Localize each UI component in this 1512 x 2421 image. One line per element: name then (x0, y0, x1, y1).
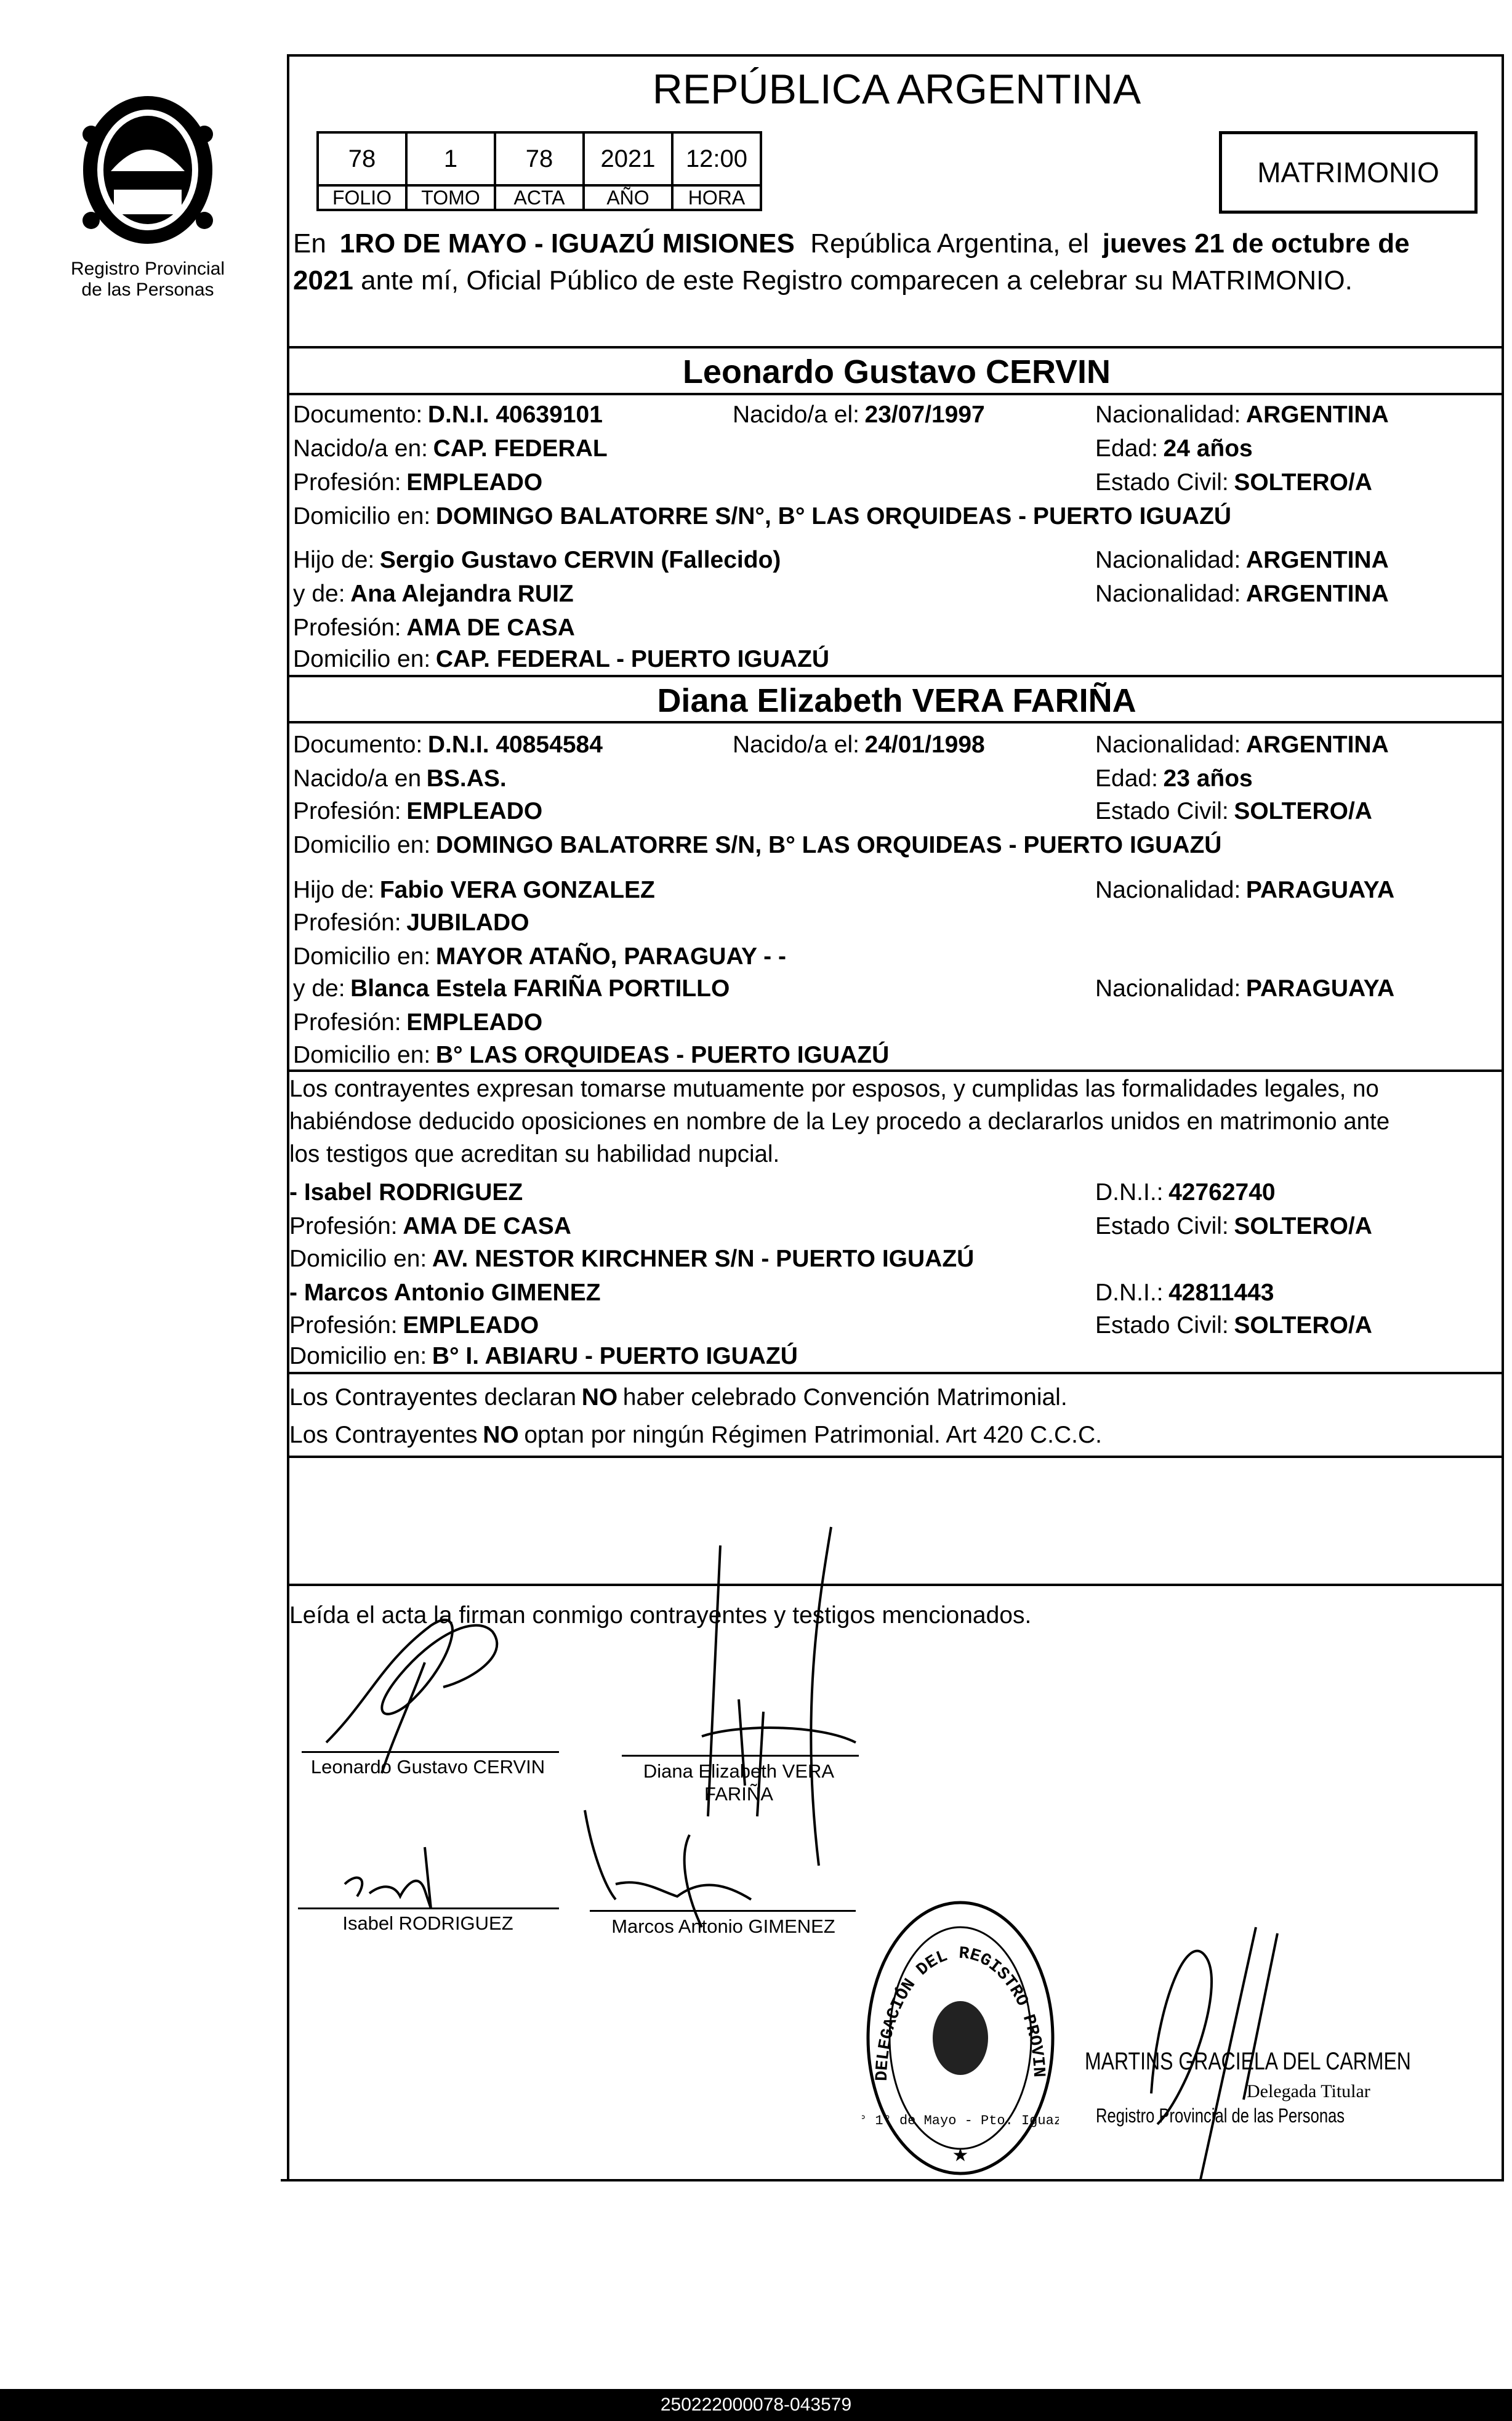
label: Nacionalidad: (1095, 581, 1241, 607)
value: SOLTERO/A (1234, 1213, 1372, 1239)
value: AMA DE CASA (406, 614, 575, 641)
label: Profesión: (293, 614, 401, 641)
label: Estado Civil: (1095, 798, 1229, 824)
footer-bar (0, 2389, 1512, 2421)
value: Sergio Gustavo CERVIN (Fallecido) (379, 547, 781, 573)
label: Domicilio en: (293, 832, 431, 858)
label-line: FARIÑA (704, 1783, 773, 1805)
label: Profesión: (293, 798, 401, 824)
value: - Isabel RODRIGUEZ (289, 1179, 523, 1206)
document-id: 250222000078-043579 (660, 2395, 852, 2415)
intro-prefix: En (293, 228, 326, 259)
value: EMPLEADO (403, 1312, 539, 1339)
intro-place: 1RO DE MAYO - IGUAZÚ MISIONES (339, 228, 795, 259)
value: B° I. ABIARU - PUERTO IGUAZÚ (432, 1343, 798, 1369)
stamp-outer-text: DELEGACIÓN DEL REGISTRO PROVIN (872, 1944, 1048, 2082)
anio-value: 2021 (584, 132, 672, 185)
label-line: Diana Elizabeth VERA (643, 1760, 835, 1782)
value: ARGENTINA (1245, 401, 1389, 428)
label: Nacido/a en: (293, 435, 428, 462)
signatures-intro: Leída el acta la firman conmigo contrayentes y testigos mencionados. (289, 1602, 1032, 1629)
label: Domicilio en: (289, 1246, 427, 1272)
official-role: Delegada Titular (1247, 2081, 1370, 2101)
value: D.N.I. 40854584 (427, 731, 603, 758)
value: 23/07/1997 (864, 401, 985, 428)
value: AV. NESTOR KIRCHNER S/N - PUERTO IGUAZÚ (432, 1246, 975, 1272)
label: Hijo de: (293, 877, 375, 903)
svg-text:★: ★ (952, 2145, 969, 2165)
value: MAYOR ATAÑO, PARAGUAY - - (435, 943, 786, 970)
signature-spouse2 (702, 1527, 856, 1866)
label: Estado Civil: (1095, 1312, 1229, 1339)
signature-spouse1 (326, 1620, 497, 1773)
value: BS.AS. (426, 765, 507, 792)
label: Nacionalidad: (1095, 401, 1241, 428)
label: Profesión: (293, 1009, 401, 1036)
label: Documento: (293, 731, 423, 758)
value: SOLTERO/A (1234, 798, 1372, 824)
value: ARGENTINA (1245, 731, 1389, 758)
label: Nacionalidad: (1095, 877, 1241, 903)
value: EMPLEADO (406, 1009, 543, 1036)
declaration-line: Los contrayentes expresan tomarse mutuamente por esposos, y cumplidas las formalidades legales, no (289, 1076, 1379, 1102)
tomo-value: 1 (406, 132, 495, 185)
value: Fabio VERA GONZALEZ (379, 877, 655, 903)
folio-value: 78 (318, 132, 406, 185)
label: Nacido/a el: (733, 731, 859, 758)
text: optan por ningún Régimen Patrimonial. Art 420 C.C.C. (524, 1422, 1103, 1448)
hora-value: 12:00 (672, 132, 761, 185)
label: Hijo de: (293, 547, 375, 573)
value: Blanca Estela FARIÑA PORTILLO (350, 975, 730, 1002)
intro-year: 2021 (293, 265, 353, 296)
emphasis: NO (483, 1422, 519, 1448)
label: y de: (293, 581, 345, 607)
logo-caption-line2: de las Personas (81, 280, 214, 300)
label: Edad: (1095, 765, 1158, 792)
value: DOMINGO BALATORRE S/N°, B° LAS ORQUIDEAS - PUERTO IGUAZÚ (435, 503, 1232, 530)
label: Nacionalidad: (1095, 975, 1241, 1002)
value: D.N.I. 40639101 (427, 401, 603, 428)
stamp-inner-text: ° 1° de Mayo - Pto. Iguaz (862, 2113, 1059, 2129)
label: Nacido/a en (293, 765, 422, 792)
label: Domicilio en: (293, 646, 431, 672)
signature-label-witness2: Marcos Antonio GIMENEZ (611, 1915, 835, 1937)
label: Profesión: (289, 1213, 398, 1239)
intro-mid: República Argentina, el (810, 228, 1089, 259)
label: Domicilio en: (293, 943, 431, 970)
label: Estado Civil: (1095, 1213, 1229, 1239)
hora-label: HORA (672, 185, 761, 210)
value: JUBILADO (406, 909, 529, 936)
official-org: Registro Provincial de las Personas (1096, 2105, 1345, 2127)
label: Nacido/a el: (733, 401, 859, 428)
official-stamp (862, 1896, 1059, 2180)
label: D.N.I.: (1095, 1279, 1164, 1306)
value: 42762740 (1168, 1179, 1276, 1206)
label: Profesión: (289, 1312, 398, 1339)
label: Profesión: (293, 909, 401, 936)
label: Nacionalidad: (1095, 731, 1241, 758)
value: - Marcos Antonio GIMENEZ (289, 1279, 601, 1306)
intro-rest: ante mí, Oficial Público de este Registro comparecen a celebrar su MATRIMONIO. (361, 265, 1353, 296)
label: y de: (293, 975, 345, 1002)
value: 42811443 (1168, 1279, 1274, 1306)
label: Domicilio en: (293, 1042, 431, 1068)
tomo-label: TOMO (406, 185, 495, 210)
value: 24/01/1998 (864, 731, 985, 758)
text: Los Contrayentes declaran (289, 1384, 577, 1411)
record-type: MATRIMONIO (1257, 156, 1439, 188)
signature-witness1 (345, 1847, 431, 1909)
folio-label: FOLIO (318, 185, 406, 210)
value: SOLTERO/A (1234, 1312, 1372, 1339)
label: Edad: (1095, 435, 1158, 462)
value: ARGENTINA (1245, 581, 1389, 607)
value: SOLTERO/A (1234, 469, 1372, 496)
page-title: REPÚBLICA ARGENTINA (652, 66, 1141, 113)
signature-witness2 (585, 1810, 751, 1927)
value: PARAGUAYA (1245, 975, 1395, 1002)
value: ARGENTINA (1245, 547, 1389, 573)
value: AMA DE CASA (403, 1213, 571, 1239)
value: CAP. FEDERAL - PUERTO IGUAZÚ (435, 646, 830, 672)
value: PARAGUAYA (1245, 877, 1395, 903)
value: B° LAS ORQUIDEAS - PUERTO IGUAZÚ (435, 1042, 890, 1068)
value: EMPLEADO (406, 469, 543, 496)
text: haber celebrado Convención Matrimonial. (622, 1384, 1068, 1411)
label: Documento: (293, 401, 423, 428)
official-name: MARTINS GRACIELA DEL CARMEN (1085, 2048, 1411, 2075)
value: 23 años (1163, 765, 1253, 792)
signature-label-witness1: Isabel RODRIGUEZ (342, 1912, 513, 1934)
logo-caption-line1: Registro Provincial (70, 259, 225, 279)
value: EMPLEADO (406, 798, 543, 824)
anio-label: AÑO (584, 185, 672, 210)
declaration-line: habiéndose deducido oposiciones en nombre de la Ley procedo a declararlos unidos en matrimonio ante (289, 1108, 1390, 1135)
text: Los Contrayentes (289, 1422, 478, 1448)
value: CAP. FEDERAL (433, 435, 608, 462)
intro-date: jueves 21 de octubre de (1102, 228, 1410, 259)
value: Ana Alejandra RUIZ (350, 581, 574, 607)
label: Profesión: (293, 469, 401, 496)
value: DOMINGO BALATORRE S/N, B° LAS ORQUIDEAS - PUERTO IGUAZÚ (435, 832, 1222, 858)
label: Domicilio en: (293, 503, 431, 530)
signature-label-spouse1: Leonardo Gustavo CERVIN (310, 1756, 545, 1778)
acta-label: ACTA (495, 185, 584, 210)
label: Estado Civil: (1095, 469, 1229, 496)
spouse2-name: Diana Elizabeth VERA FARIÑA (657, 682, 1136, 719)
value: 24 años (1163, 435, 1253, 462)
spouse1-name: Leonardo Gustavo CERVIN (682, 353, 1111, 390)
label: Domicilio en: (289, 1343, 427, 1369)
declaration-line: los testigos que acreditan su habilidad nupcial. (289, 1141, 780, 1167)
acta-value: 78 (495, 132, 584, 185)
label: Nacionalidad: (1095, 547, 1241, 573)
label: D.N.I.: (1095, 1179, 1164, 1206)
emphasis: NO (581, 1384, 618, 1411)
